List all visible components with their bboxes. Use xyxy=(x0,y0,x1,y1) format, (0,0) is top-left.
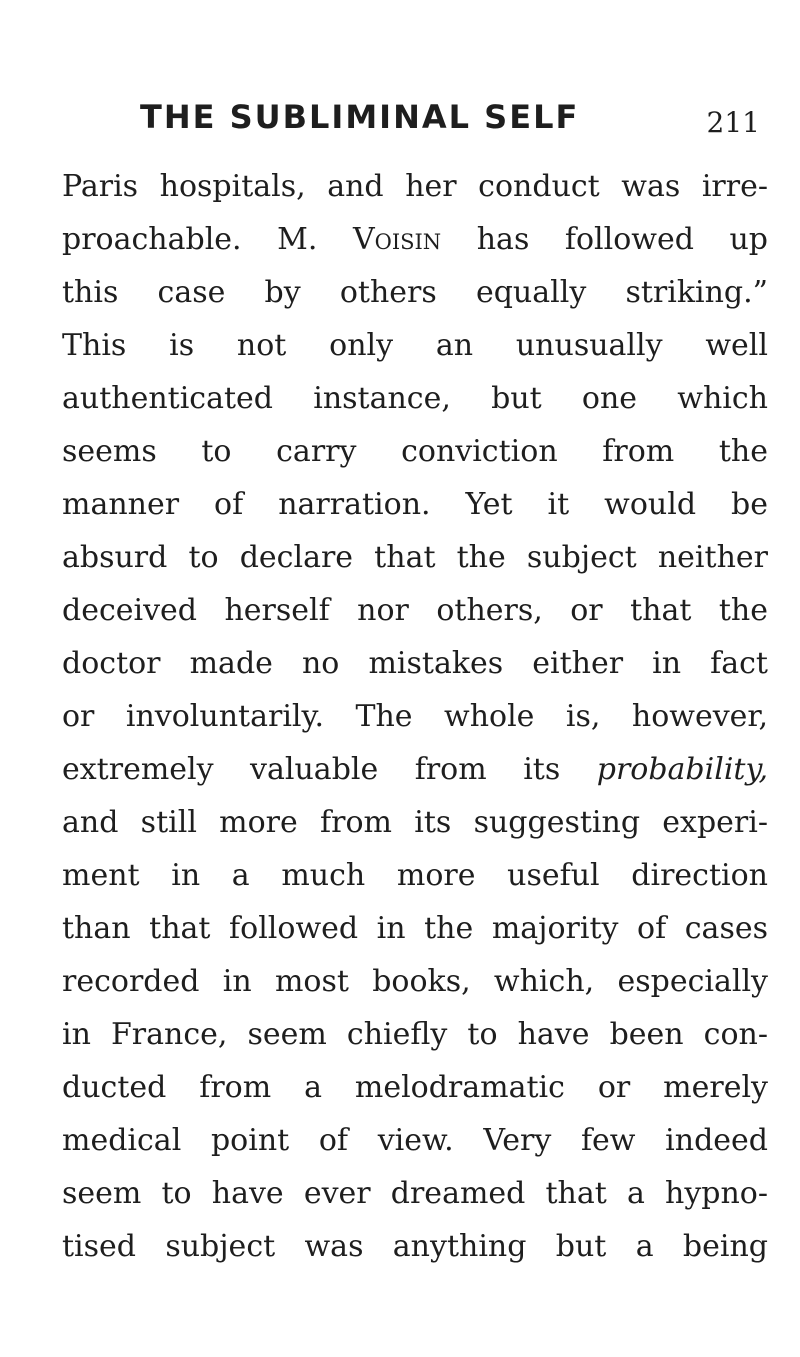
text-line: and still more from its suggesting experi- xyxy=(62,805,768,840)
text-line: doctor made no mistakes either in fact xyxy=(62,646,768,681)
text-line: ducted from a melodramatic or merely xyxy=(62,1070,768,1105)
text-line: than that followed in the majority of cases xyxy=(62,911,768,946)
text-line: Paris hospitals, and her conduct was irre- xyxy=(62,169,768,204)
text-line: authenticated instance, but one which xyxy=(62,381,768,416)
name-prefix: M. xyxy=(277,222,318,257)
text-line: recorded in most books, which, especially xyxy=(62,964,768,999)
text-line: ment in a much more useful direction xyxy=(62,858,768,893)
running-head-title: THE SUBLIMINAL SELF xyxy=(140,98,580,136)
running-head xyxy=(140,97,760,147)
page-number: 211 xyxy=(706,106,760,139)
body-text xyxy=(62,160,768,1273)
text-line: absurd to declare that the subject neither xyxy=(62,540,768,575)
text-line: medical point of view. Very few indeed xyxy=(62,1123,768,1158)
text-line: in France, seem chiefly to have been con- xyxy=(62,1017,768,1052)
text-line: or involuntarily. The whole is, however, xyxy=(62,699,768,734)
italic-word: probability, xyxy=(596,752,768,787)
text-line: this case by others equally striking.” xyxy=(62,275,768,310)
paragraph-start-line: This is not only an unusually well xyxy=(62,328,768,363)
text-line: seem to have ever dreamed that a hypno- xyxy=(62,1176,768,1211)
text-line: proachable. M. Voisin has followed up xyxy=(62,222,768,257)
text-line: seems to carry conviction from the xyxy=(62,434,768,469)
text-line: deceived herself nor others, or that the xyxy=(62,593,768,628)
text-line: extremely valuable from its probability, xyxy=(62,752,768,787)
text-line: tised subject was anything but a being xyxy=(62,1229,768,1264)
text-line: manner of narration. Yet it would be xyxy=(62,487,768,522)
person-name: Voisin xyxy=(352,222,442,257)
